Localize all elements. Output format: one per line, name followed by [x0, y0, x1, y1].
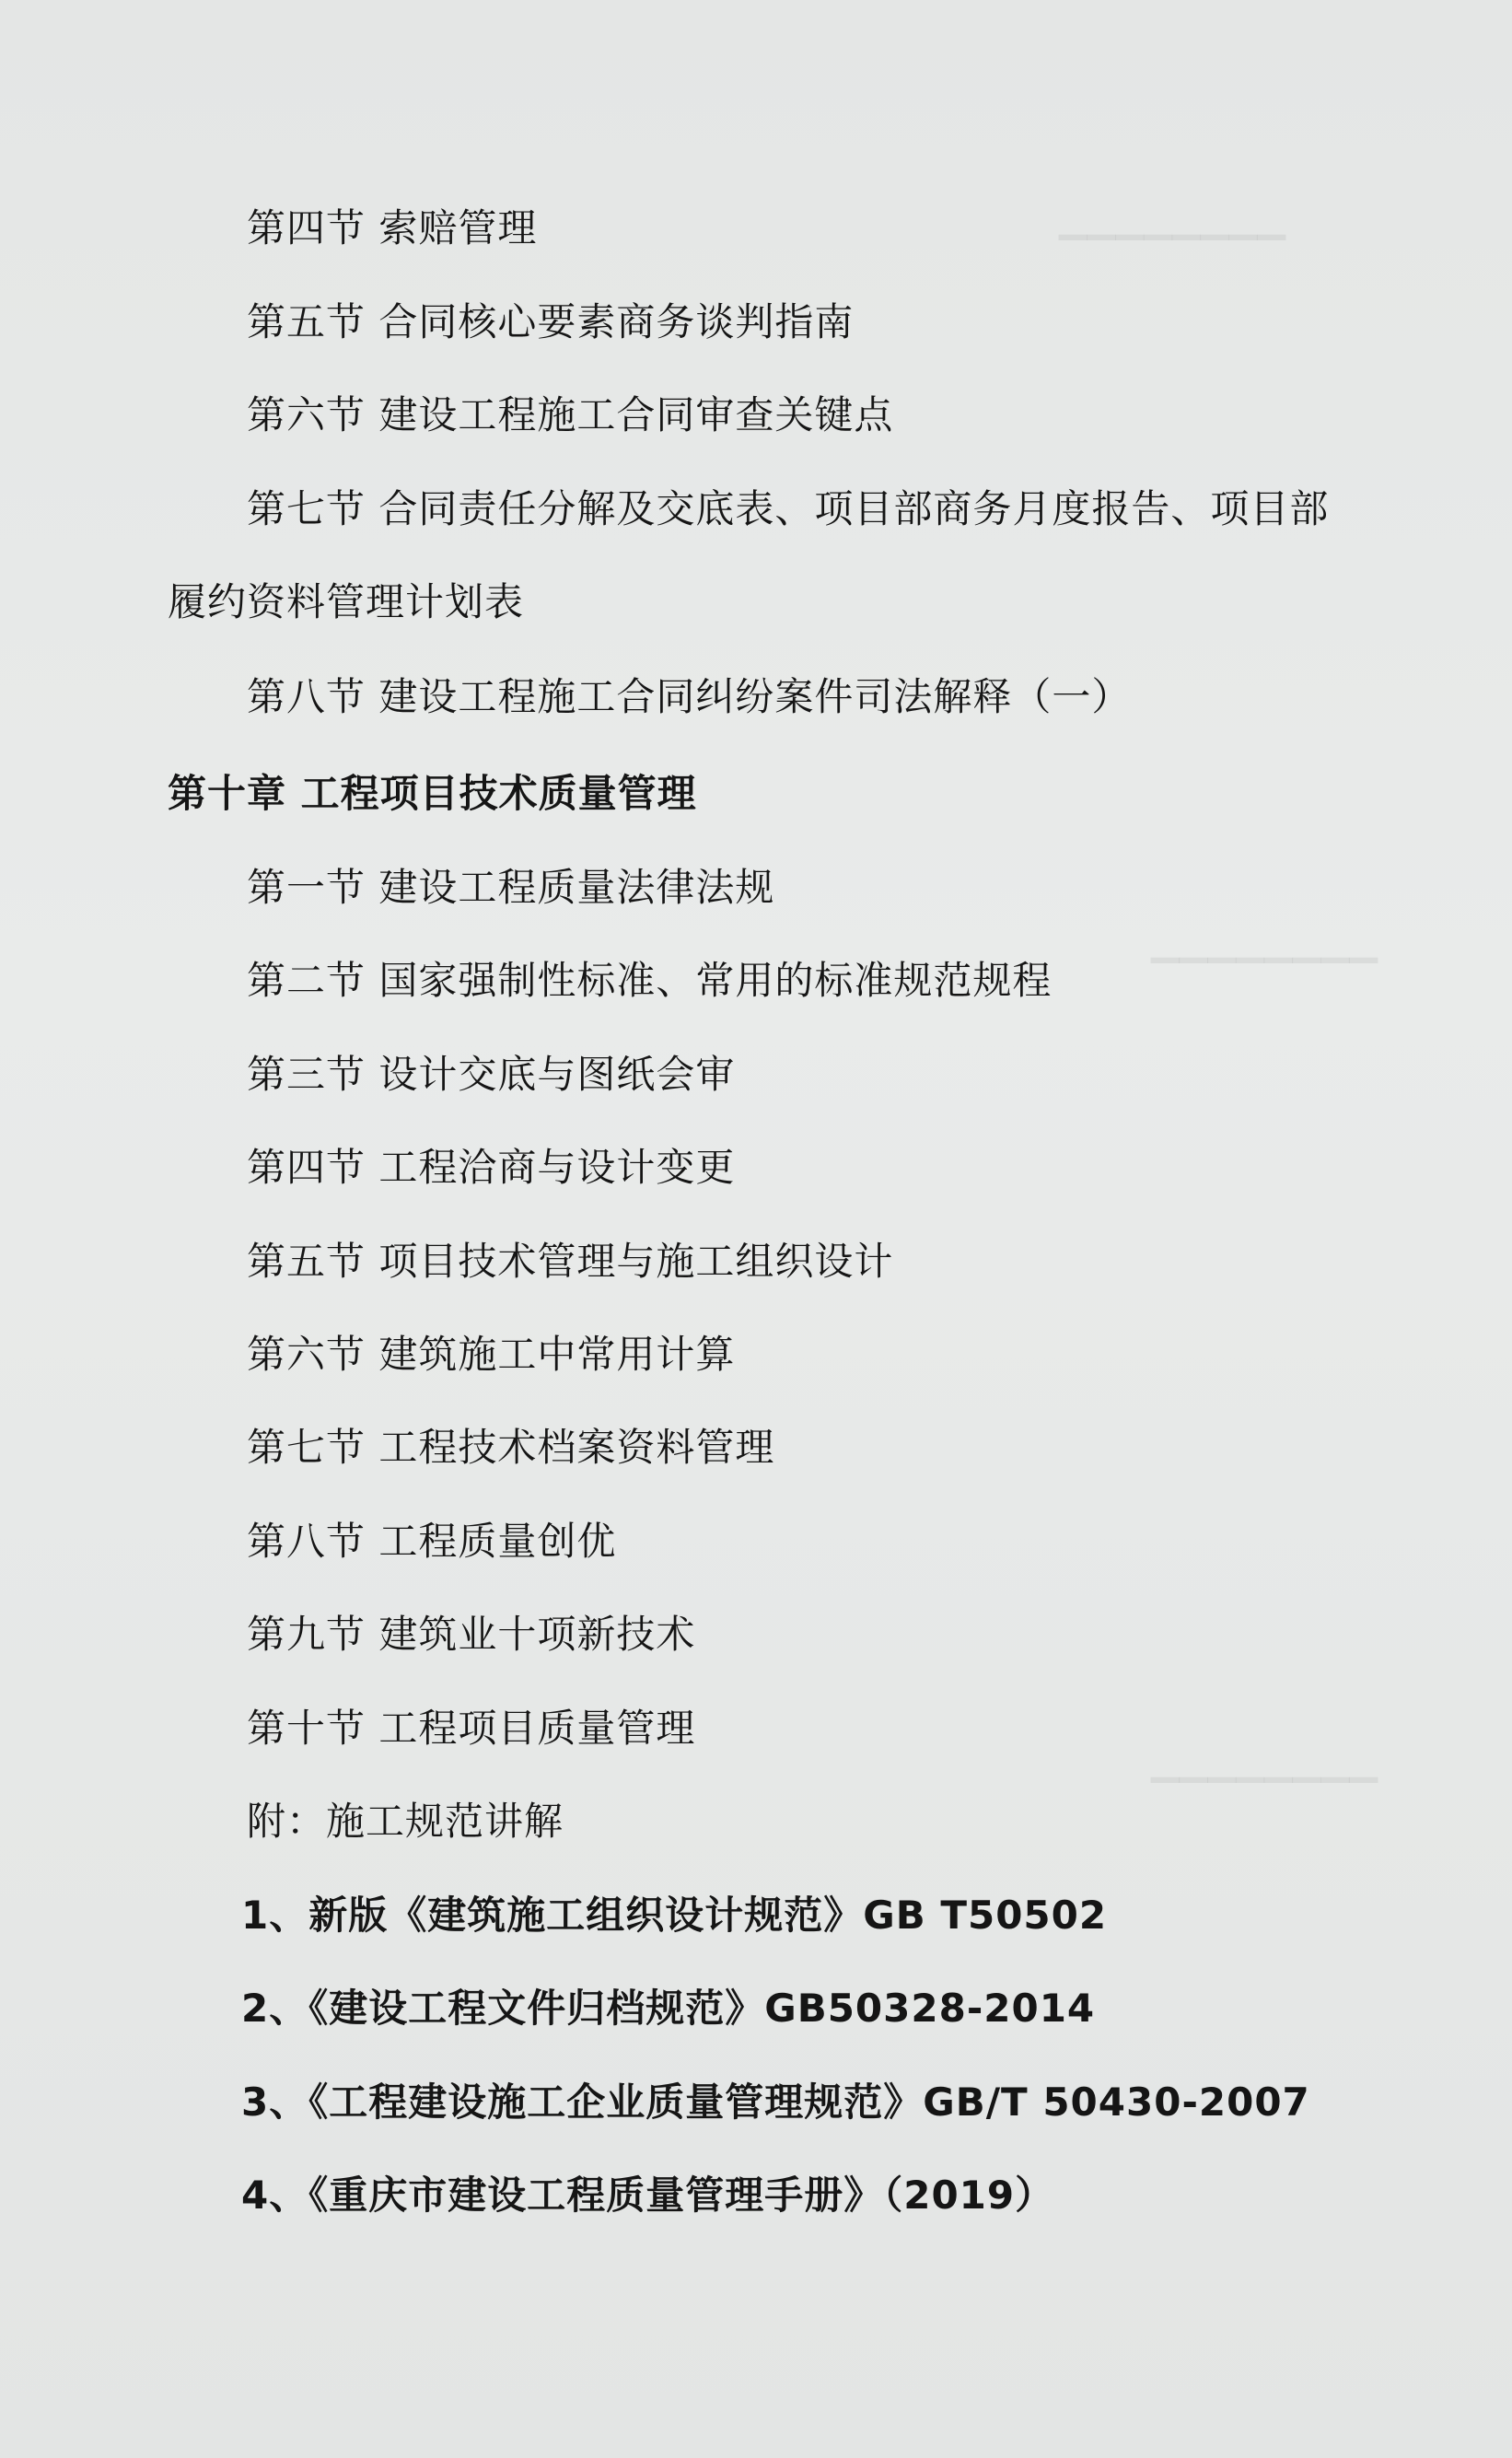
toc-line: 第七节 工程技术档案资料管理 [247, 1425, 775, 1470]
toc-line: 第九节 建筑业十项新技术 [247, 1612, 696, 1657]
toc-line: 第四节 工程洽商与设计变更 [247, 1145, 736, 1190]
toc-line: 第六节 建筑施工中常用计算 [247, 1332, 736, 1377]
toc-line: 第五节 项目技术管理与施工组织设计 [247, 1239, 894, 1284]
spec-item: 4、《重庆市建设工程质量管理手册》（2019） [241, 2173, 1055, 2218]
toc-line-continuation: 履约资料管理计划表 [168, 579, 525, 624]
toc-line: 第一节 建设工程质量法律法规 [247, 865, 775, 910]
spec-item: 1、新版《建筑施工组织设计规范》GB T50502 [241, 1893, 1108, 1938]
appendix-heading: 附：施工规范讲解 [247, 1799, 564, 1844]
toc-line: 第八节 建设工程施工合同纠纷案件司法解释（一） [247, 674, 1132, 719]
spec-item: 3、《工程建设施工企业质量管理规范》GB/T 50430-2007 [241, 2079, 1310, 2125]
toc-line: 第十节 工程项目质量管理 [247, 1706, 696, 1751]
bleed-through-texture: ▁▁▁▁▁▁▁▁ [1151, 921, 1378, 963]
toc-line: 第四节 索赔管理 [247, 205, 538, 250]
toc-line: 第七节 合同责任分解及交底表、项目部商务月度报告、项目部 [247, 486, 1330, 531]
toc-line: 第三节 设计交底与图纸会审 [247, 1052, 736, 1097]
toc-line: 第二节 国家强制性标准、常用的标准规范规程 [247, 958, 1053, 1003]
chapter-heading: 第十章 工程项目技术质量管理 [168, 771, 697, 816]
bleed-through-texture: ▁▁▁▁▁▁▁▁ [1151, 1741, 1378, 1783]
toc-line: 第八节 工程质量创优 [247, 1519, 617, 1564]
toc-line: 第五节 合同核心要素商务谈判指南 [247, 299, 855, 344]
toc-line: 第六节 建设工程施工合同审查关键点 [247, 392, 894, 437]
bleed-through-texture: ▁▁▁▁▁▁▁▁ [1059, 198, 1286, 240]
spec-item: 2、《建设工程文件归档规范》GB50328-2014 [241, 1986, 1096, 2031]
